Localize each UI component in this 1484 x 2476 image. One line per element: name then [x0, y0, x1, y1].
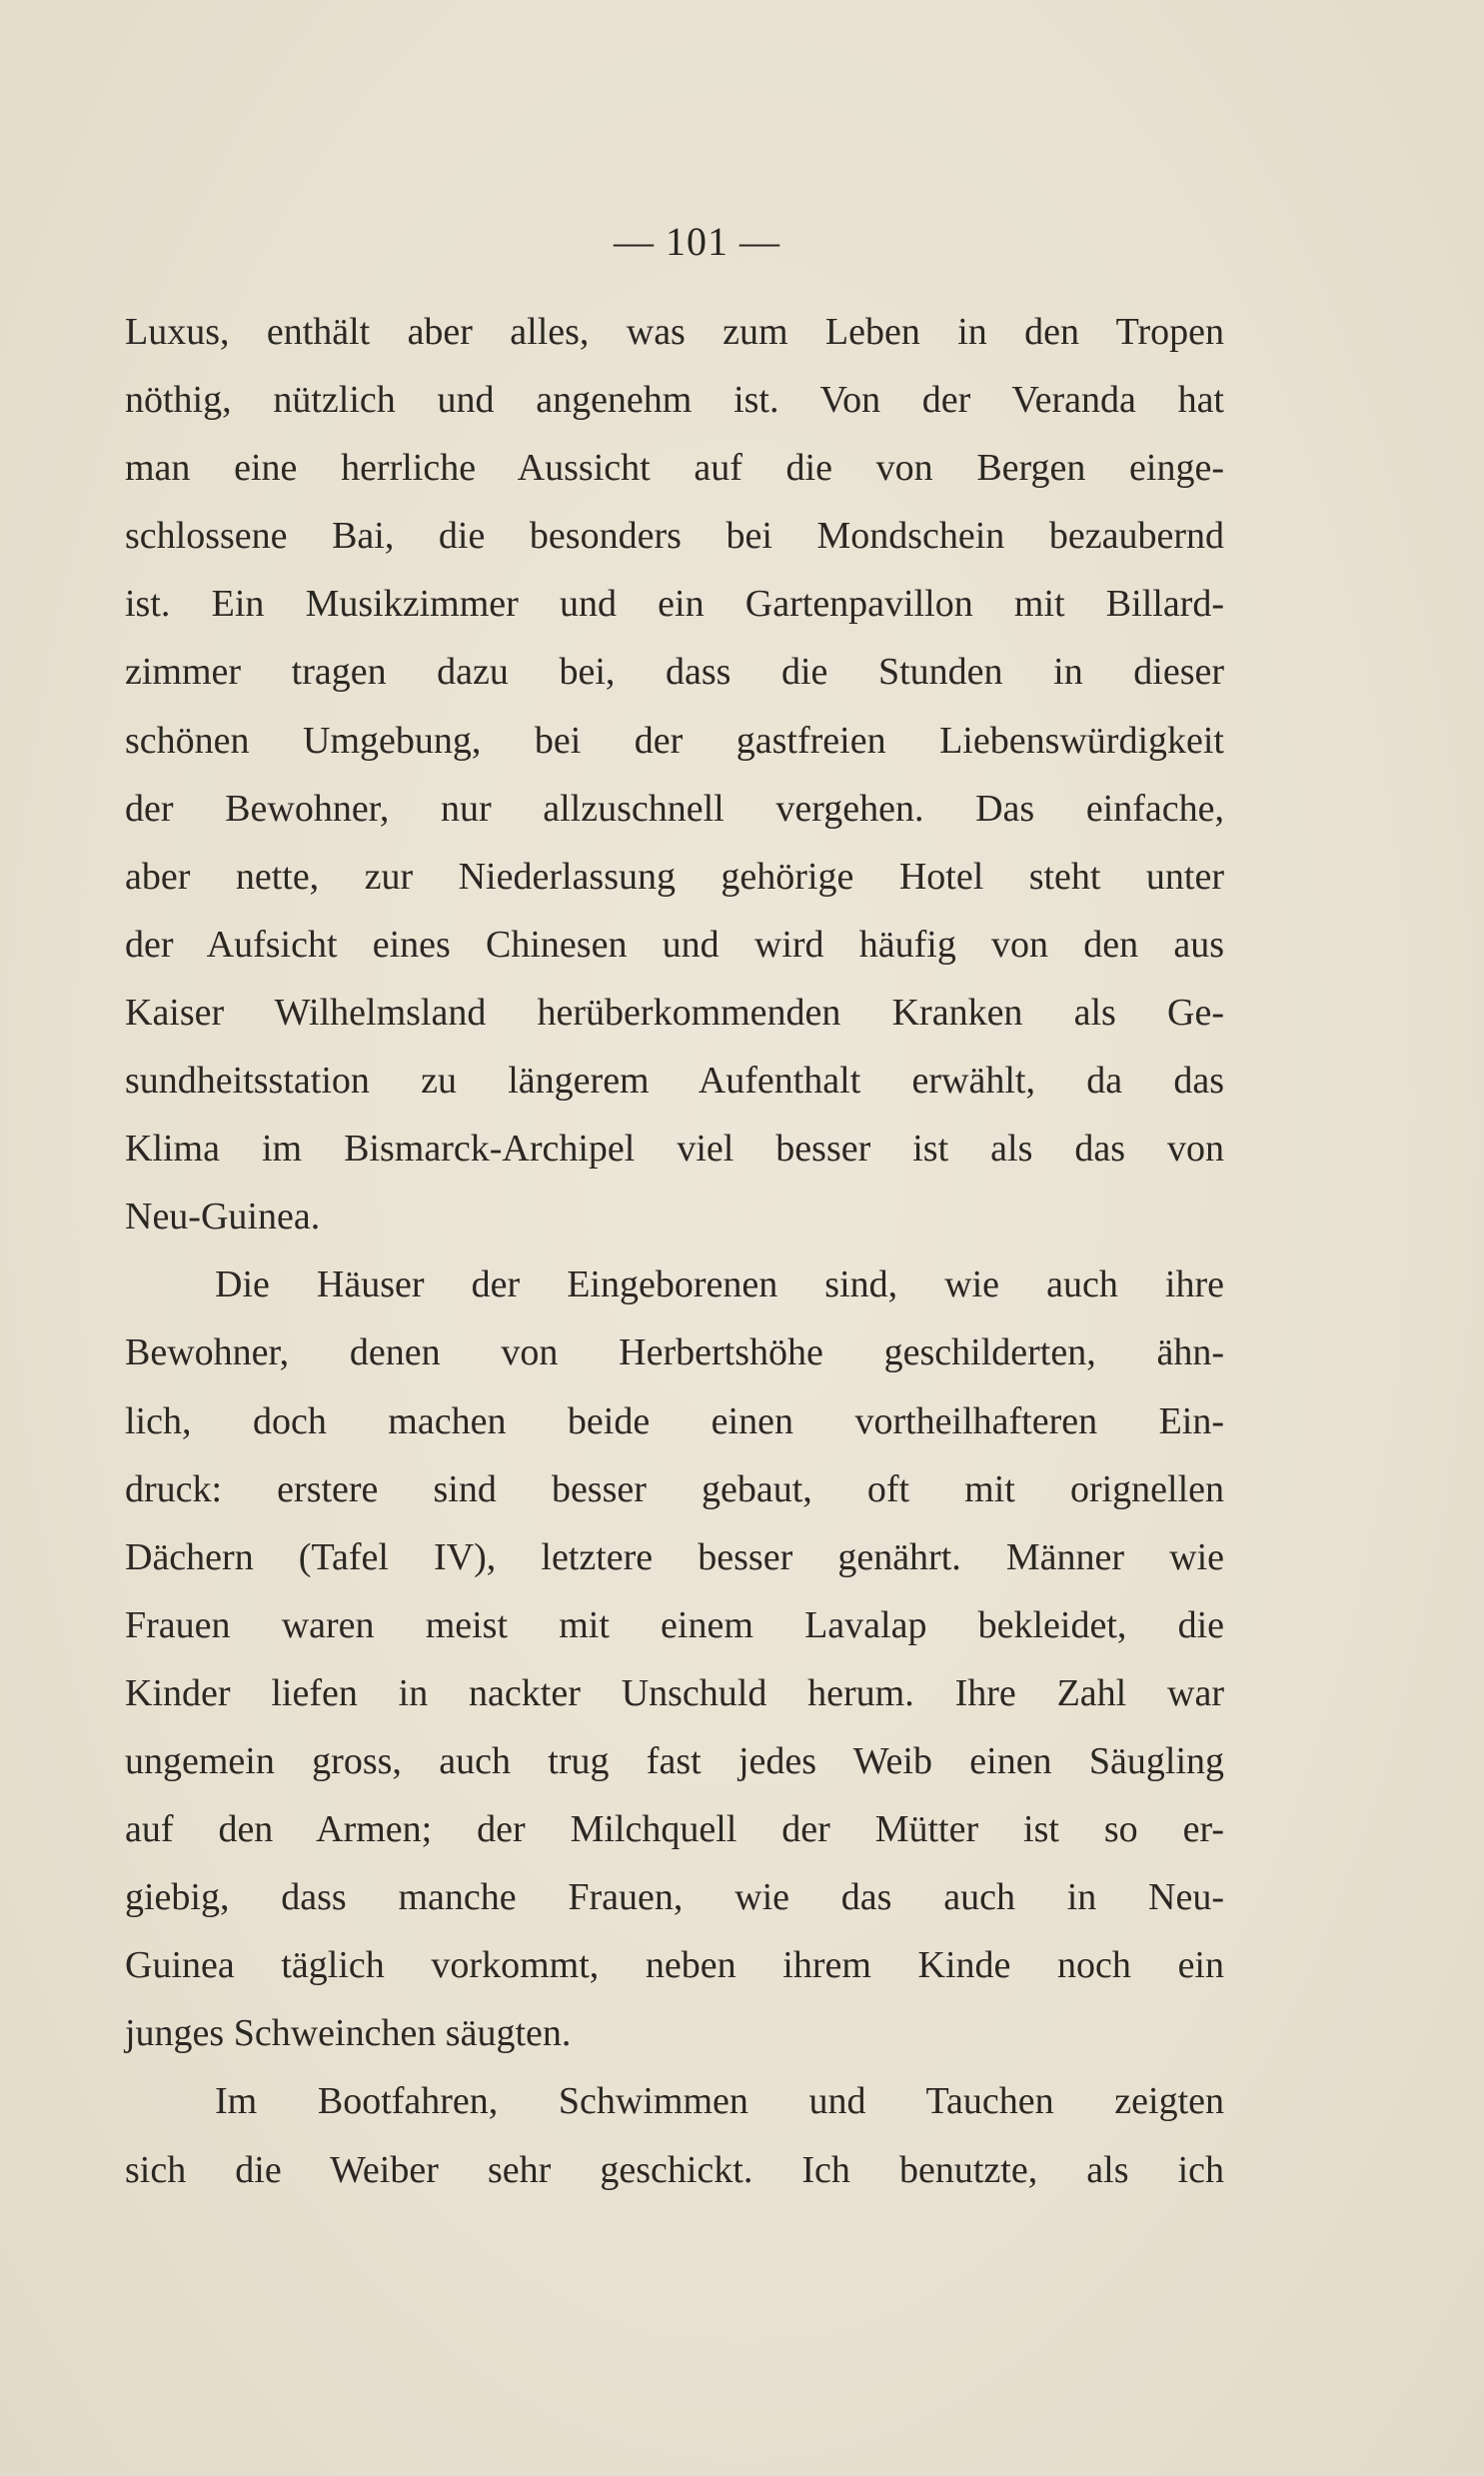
text-line: Klima im Bismarck-Archipel viel besser ist als das von	[125, 1128, 1224, 1171]
text-line: Kinder liefen in nackter Unschuld herum. Ihre Zahl war	[125, 1671, 1224, 1714]
text-line: Guinea täglich vorkommt, neben ihrem Kinde noch ein	[125, 1944, 1224, 1987]
text-line: zimmer tragen dazu bei, dass die Stunden in dieser	[125, 651, 1224, 694]
text-line: Kaiser Wilhelmsland herüberkommenden Kranken als Ge-	[125, 991, 1224, 1034]
text-line: auf den Armen; der Milchquell der Mütter ist so er-	[125, 1808, 1224, 1851]
text-line: Neu-Guinea.	[125, 1196, 321, 1238]
text-line: Bewohner, denen von Herbertshöhe geschilderten, ähn-	[125, 1331, 1224, 1374]
text-line: der Bewohner, nur allzuschnell vergehen. Das einfache,	[125, 787, 1224, 830]
text-line: der Aufsicht eines Chinesen und wird häufig von den aus	[125, 923, 1224, 966]
text-line: junges Schweinchen säugten.	[125, 2012, 572, 2055]
text-line: Frauen waren meist mit einem Lavalap bekleidet, die	[125, 1603, 1224, 1646]
text-line: aber nette, zur Niederlassung gehörige Hotel steht unter	[125, 855, 1224, 898]
text-line: druck: erstere sind besser gebaut, oft mit orignellen	[125, 1467, 1224, 1510]
text-line: nöthig, nützlich und angenehm ist. Von der Veranda hat	[125, 379, 1224, 422]
text-line: sich die Weiber sehr geschickt. Ich benutzte, als ich	[125, 2148, 1224, 2191]
text-line: ungemein gross, auch trug fast jedes Weib einen Säugling	[125, 1739, 1224, 1782]
text-line: schönen Umgebung, bei der gastfreien Liebenswürdigkeit	[125, 719, 1224, 762]
text-line: Luxus, enthält aber alles, was zum Leben in den Tropen	[125, 311, 1224, 353]
text-line: man eine herrliche Aussicht auf die von Bergen einge-	[125, 447, 1224, 490]
text-line: ist. Ein Musikzimmer und ein Gartenpavillon mit Billard-	[125, 583, 1224, 626]
text-line: giebig, dass manche Frauen, wie das auch in Neu-	[125, 1876, 1224, 1919]
text-line: Dächern (Tafel IV), letztere besser genährt. Männer wie	[125, 1535, 1224, 1578]
text-line: Im Bootfahren, Schwimmen und Tauchen zeigten	[215, 2080, 1224, 2123]
text-line: Die Häuser der Eingeborenen sind, wie auch ihre	[215, 1263, 1224, 1306]
text-line: lich, doch machen beide einen vortheilhafteren Ein-	[125, 1399, 1224, 1442]
page-number-header: — 101 —	[614, 219, 780, 264]
text-line: schlossene Bai, die besonders bei Mondschein bezaubernd	[125, 515, 1224, 558]
text-line: sundheitsstation zu längerem Aufenthalt erwählt, da das	[125, 1060, 1224, 1103]
body-text	[125, 298, 1224, 2204]
